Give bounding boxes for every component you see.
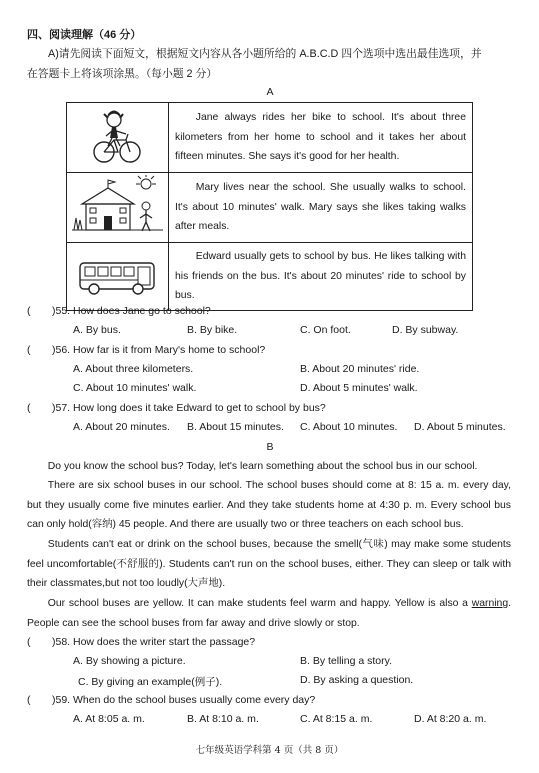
passage-a-label: A (266, 86, 274, 98)
passage-row-edward (67, 243, 473, 311)
q59-option-c[interactable]: C. At 8:15 a. m. (300, 713, 373, 725)
q58-option-a[interactable]: A. By showing a picture. (73, 655, 186, 667)
q55-option-d[interactable]: D. By subway. (392, 324, 459, 336)
answer-blank-57[interactable]: ( (27, 402, 31, 414)
q58-option-b[interactable]: B. By telling a story. (300, 655, 393, 667)
answer-blank-58[interactable]: ( (27, 636, 31, 648)
page-footer: 七年级英语学科第 4 页（共 8 页） (195, 745, 344, 756)
passage-text-mary: Mary lives near the school. She usually walks to school. It's about 10 minutes' walk. Mary says she likes taking walks after meals. (169, 173, 473, 243)
passage-row-mary (67, 173, 473, 243)
q57-option-d[interactable]: D. About 5 minutes. (414, 421, 506, 433)
passage-row-jane (67, 103, 473, 173)
school-walk-picture (67, 173, 169, 243)
q57-option-b[interactable]: B. About 15 minutes. (187, 421, 284, 433)
answer-blank-56[interactable]: ( (27, 344, 31, 356)
question-59-stem: )59. When do the school buses usually come every day? (52, 694, 316, 706)
answer-blank-59[interactable]: ( (27, 694, 31, 706)
girl-on-bike-icon (68, 104, 167, 168)
q55-option-b[interactable]: B. By bike. (187, 324, 238, 336)
q58-option-c[interactable]: C. By giving an example(例子). (78, 676, 223, 688)
question-56-stem: )56. How far is it from Mary's home to school? (52, 344, 266, 356)
underlined-word-warning: warning (471, 598, 509, 609)
bus-picture (67, 243, 169, 311)
passage-b-paragraph-4 (27, 594, 511, 633)
q56-option-c[interactable]: C. About 10 minutes' walk. (73, 382, 197, 394)
question-55-stem: )55. How does Jane go to school? (52, 305, 211, 317)
instruction-line-2: 在答题卡上将该项涂黑。（每小题 2 分） (27, 68, 218, 80)
passage-text-edward: Edward usually gets to school by bus. He likes talking with his friends on the bus. It's about 20 minutes' ride to school by bus. (169, 243, 473, 311)
q57-option-c[interactable]: C. About 10 minutes. (300, 421, 398, 433)
q58-option-d[interactable]: D. By asking a question. (300, 674, 414, 686)
bus-icon (68, 247, 167, 303)
paragraph-4-end: . People can see the school buses from far away and drive slowly or stop. (27, 598, 511, 629)
q55-option-a[interactable]: A. By bus. (73, 324, 121, 336)
section-title: 四、阅读理解（46 分） (27, 29, 142, 41)
q59-option-b[interactable]: B. At 8:10 a. m. (187, 713, 259, 725)
q55-option-c[interactable]: C. On foot. (300, 324, 351, 336)
answer-blank-55[interactable]: ( (27, 305, 31, 317)
q57-option-a[interactable]: A. About 20 minutes. (73, 421, 170, 433)
passage-text-jane: Jane always rides her bike to school. It's about three kilometers from her home to school and it takes her about fifteen minutes. She says it's good for her health. (169, 103, 473, 173)
q56-option-d[interactable]: D. About 5 minutes' walk. (300, 382, 418, 394)
q59-option-a[interactable]: A. At 8:05 a. m. (73, 713, 145, 725)
q56-option-a[interactable]: A. About three kilometers. (73, 363, 194, 375)
question-58-stem: )58. How does the writer start the passage? (52, 636, 256, 648)
passage-a-table (66, 102, 473, 311)
school-building-icon (68, 174, 167, 238)
q56-option-b[interactable]: B. About 20 minutes' ride. (300, 363, 420, 375)
q59-option-d[interactable]: D. At 8:20 a. m. (414, 713, 487, 725)
passage-b-label: B (266, 441, 274, 453)
passage-b-paragraph-3: Students can't eat or drink on the school buses, because the smell(气味) may make some students feel uncomfortable(不舒服的). Students can't run on the school buses, either. They can sleep or talk with their classmates,but not too loudly(大声地). (27, 539, 511, 590)
girl-on-bike-picture (67, 103, 169, 173)
instruction-line-1: A)请先阅读下面短文，根据短文内容从各小题所给的 A.B.C.D 四个选项中选出最佳选项，并 (48, 48, 482, 60)
passage-b-paragraph-1: Do you know the school bus? Today, let's learn something about the school bus in our school. (47, 461, 478, 472)
paragraph-4-start: Our school buses are yellow. It can make students feel warm and happy. Yellow is also a (47, 598, 472, 609)
passage-b-paragraph-2: There are six school buses in our school. The school buses should come at 8: 15 a. m. every day, but they usually come five minutes earlier. And they take students home at 4:30 p. m. Every school bus can only hold(容纳) 45 people. And there are usually two or three teachers on each school bus. (27, 480, 511, 531)
question-57-stem: )57. How long does it take Edward to get to school by bus? (52, 402, 326, 414)
